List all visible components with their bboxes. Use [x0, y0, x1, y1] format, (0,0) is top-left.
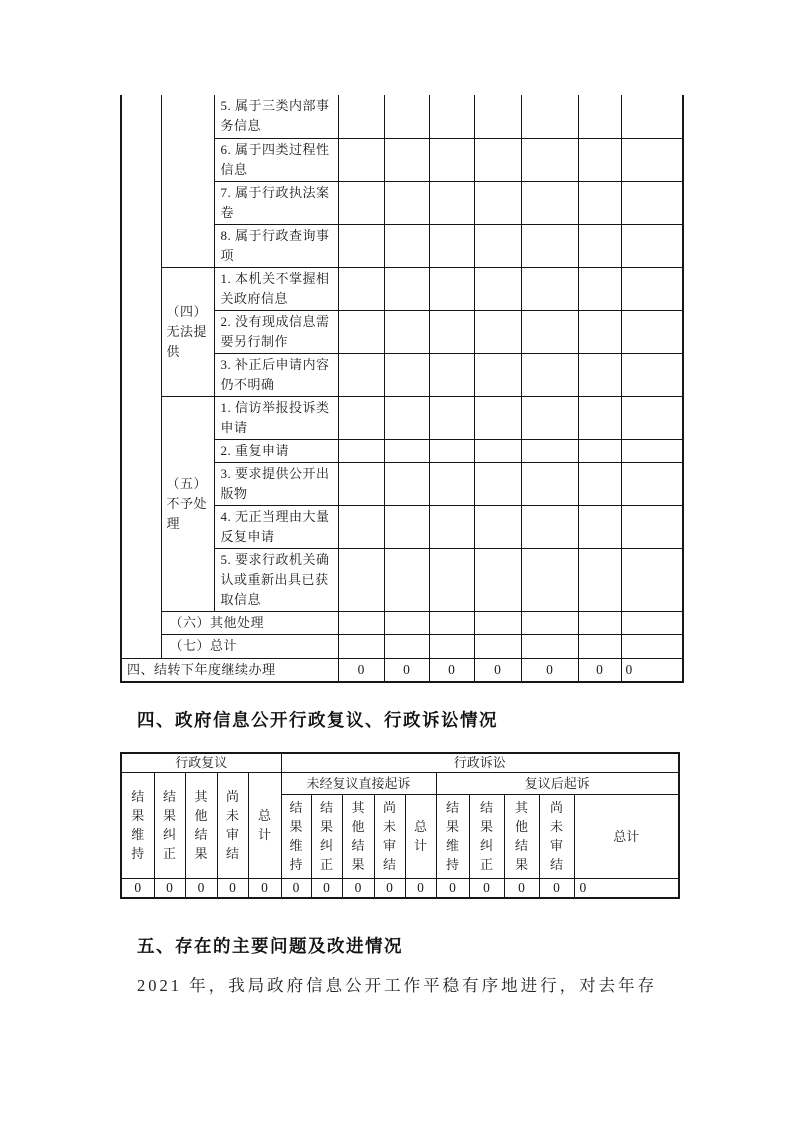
left-spanner-cell	[121, 95, 161, 658]
table-row	[121, 95, 683, 138]
data-cell	[429, 353, 474, 396]
table-row	[121, 634, 683, 658]
review-group-header: 行政复议	[121, 753, 281, 772]
data-cell: 0	[342, 878, 374, 898]
data-cell	[578, 462, 621, 505]
data-cell	[521, 439, 578, 462]
data-cell	[578, 505, 621, 548]
data-cell	[429, 95, 474, 138]
data-cell	[521, 396, 578, 439]
data-cell: 0	[185, 878, 217, 898]
carryover-value: 0	[521, 658, 578, 682]
column-header: 结果纠正	[311, 794, 342, 878]
data-cell	[474, 548, 521, 611]
data-cell	[429, 505, 474, 548]
data-cell	[384, 310, 429, 353]
data-cell	[474, 353, 521, 396]
data-cell	[578, 439, 621, 462]
data-cell	[621, 611, 683, 634]
data-cell	[338, 548, 384, 611]
carryover-value: 0	[578, 658, 621, 682]
summary-row-label: （七）总计	[161, 634, 338, 658]
data-cell	[338, 95, 384, 138]
data-cell	[521, 505, 578, 548]
data-cell	[521, 181, 578, 224]
data-cell	[621, 548, 683, 611]
data-cell	[384, 353, 429, 396]
data-cell	[384, 224, 429, 267]
summary-row-label: （六）其他处理	[161, 611, 338, 634]
section5-title: 五、存在的主要问题及改进情况	[137, 936, 403, 956]
data-cell	[429, 462, 474, 505]
data-cell	[621, 396, 683, 439]
data-cell	[338, 353, 384, 396]
carryover-label: 四、结转下年度继续办理	[121, 658, 338, 682]
data-cell	[521, 353, 578, 396]
data-cell	[384, 505, 429, 548]
row-label: 5. 属于三类内部事务信息	[214, 95, 338, 138]
data-cell	[474, 611, 521, 634]
data-cell	[338, 396, 384, 439]
column-header: 结果维持	[281, 794, 311, 878]
data-cell	[621, 267, 683, 310]
data-cell	[621, 310, 683, 353]
data-cell	[429, 310, 474, 353]
data-cell	[578, 224, 621, 267]
data-cell	[338, 505, 384, 548]
data-cell	[338, 611, 384, 634]
section4-title: 四、政府信息公开行政复议、行政诉讼情况	[137, 710, 498, 730]
data-cell	[474, 439, 521, 462]
data-cell	[429, 138, 474, 181]
row-label: 7. 属于行政执法案卷	[214, 181, 338, 224]
column-header: 尚未审结	[374, 794, 405, 878]
subgroup-header-row	[121, 772, 679, 794]
data-cell	[578, 95, 621, 138]
data-cell	[474, 138, 521, 181]
data-cell	[621, 95, 683, 138]
data-cell	[474, 634, 521, 658]
data-cell	[578, 634, 621, 658]
data-cell	[384, 95, 429, 138]
row-label: 4. 无正当理由大量反复申请	[214, 505, 338, 548]
data-cell	[474, 462, 521, 505]
row-label: 8. 属于行政查询事项	[214, 224, 338, 267]
data-cell: 0	[217, 878, 248, 898]
data-cell	[384, 396, 429, 439]
data-cell	[578, 267, 621, 310]
data-cell	[621, 505, 683, 548]
carryover-row	[121, 658, 683, 682]
data-cell	[474, 396, 521, 439]
data-cell	[429, 634, 474, 658]
data-cell	[621, 462, 683, 505]
data-cell	[429, 396, 474, 439]
data-cell	[521, 611, 578, 634]
row-label: 5. 要求行政机关确认或重新出具已获取信息	[214, 548, 338, 611]
data-cell	[621, 439, 683, 462]
data-cell	[384, 548, 429, 611]
data-cell: 0	[436, 878, 469, 898]
data-cell: 0	[469, 878, 504, 898]
data-cell	[384, 611, 429, 634]
category-label: （四）无法提供	[161, 267, 214, 396]
column-header: 总计	[574, 794, 679, 878]
data-cell	[621, 181, 683, 224]
review-litigation-table	[120, 752, 680, 899]
data-cell	[338, 267, 384, 310]
data-cell	[521, 548, 578, 611]
table-row	[121, 267, 683, 310]
data-cell	[521, 138, 578, 181]
after-review-suit-subheader: 复议后起诉	[436, 772, 679, 794]
column-header: 总计	[405, 794, 436, 878]
carryover-value: 0	[474, 658, 521, 682]
data-cell: 0	[405, 878, 436, 898]
litigation-group-header: 行政诉讼	[281, 753, 679, 772]
data-cell: 0	[248, 878, 281, 898]
data-cell: 0	[154, 878, 185, 898]
data-cell	[578, 611, 621, 634]
data-cell	[578, 396, 621, 439]
data-cell	[474, 310, 521, 353]
row-label: 2. 重复申请	[214, 439, 338, 462]
data-cell: 0	[374, 878, 405, 898]
data-cell	[429, 267, 474, 310]
data-cell	[474, 181, 521, 224]
data-cell	[521, 95, 578, 138]
row-label: 3. 要求提供公开出版物	[214, 462, 338, 505]
data-cell	[578, 138, 621, 181]
data-cell	[621, 353, 683, 396]
column-header: 其他结果	[342, 794, 374, 878]
data-cell	[384, 181, 429, 224]
data-cell: 0	[574, 878, 679, 898]
row-label: 2. 没有现成信息需要另行制作	[214, 310, 338, 353]
column-header: 其他结果	[504, 794, 539, 878]
data-cell	[521, 634, 578, 658]
data-cell	[578, 181, 621, 224]
carryover-value: 0	[384, 658, 429, 682]
data-cell	[429, 181, 474, 224]
data-cell	[384, 267, 429, 310]
row-label: 3. 补正后申请内容仍不明确	[214, 353, 338, 396]
data-cell	[338, 634, 384, 658]
row-label: 1. 信访举报投诉类申请	[214, 396, 338, 439]
data-cell	[578, 353, 621, 396]
group-header-row	[121, 753, 679, 772]
data-cell	[474, 95, 521, 138]
category-label: （五）不予处理	[161, 396, 214, 611]
column-header: 尚未审结	[217, 772, 248, 878]
data-cell	[474, 224, 521, 267]
column-header: 结果维持	[436, 794, 469, 878]
data-cell	[621, 634, 683, 658]
data-cell: 0	[504, 878, 539, 898]
data-cell	[521, 267, 578, 310]
data-cell	[621, 224, 683, 267]
data-cell: 0	[281, 878, 311, 898]
data-cell	[521, 310, 578, 353]
data-cell: 0	[121, 878, 154, 898]
category-spanner-cell	[161, 95, 214, 267]
data-cell	[621, 138, 683, 181]
column-header: 结果纠正	[154, 772, 185, 878]
column-header: 其他结果	[185, 772, 217, 878]
data-cell	[474, 505, 521, 548]
data-cell: 0	[539, 878, 574, 898]
carryover-value: 0	[429, 658, 474, 682]
data-cell	[429, 224, 474, 267]
data-cell	[384, 462, 429, 505]
data-cell	[338, 181, 384, 224]
data-cell	[338, 224, 384, 267]
data-cell	[338, 310, 384, 353]
carryover-value: 0	[621, 658, 683, 682]
data-cell	[429, 548, 474, 611]
data-cell	[429, 439, 474, 462]
data-cell	[521, 224, 578, 267]
column-header: 总计	[248, 772, 281, 878]
data-cell: 0	[311, 878, 342, 898]
data-row	[121, 878, 679, 898]
row-label: 6. 属于四类过程性信息	[214, 138, 338, 181]
data-cell	[578, 548, 621, 611]
data-cell	[384, 634, 429, 658]
carryover-value: 0	[338, 658, 384, 682]
data-cell	[384, 138, 429, 181]
data-cell	[338, 138, 384, 181]
column-header: 尚未审结	[539, 794, 574, 878]
data-cell	[521, 462, 578, 505]
table-row	[121, 611, 683, 634]
data-cell	[578, 310, 621, 353]
direct-suit-subheader: 未经复议直接起诉	[281, 772, 436, 794]
table-row	[121, 396, 683, 439]
section5-paragraph: 2021 年，我局政府信息公开工作平稳有序地进行，对去年存	[137, 976, 658, 995]
disclosure-results-table	[120, 95, 684, 683]
row-label: 1. 本机关不掌握相关政府信息	[214, 267, 338, 310]
data-cell	[338, 462, 384, 505]
data-cell	[474, 267, 521, 310]
data-cell	[429, 611, 474, 634]
data-cell	[338, 439, 384, 462]
column-header: 结果纠正	[469, 794, 504, 878]
data-cell	[384, 439, 429, 462]
column-header: 结果维持	[121, 772, 154, 878]
